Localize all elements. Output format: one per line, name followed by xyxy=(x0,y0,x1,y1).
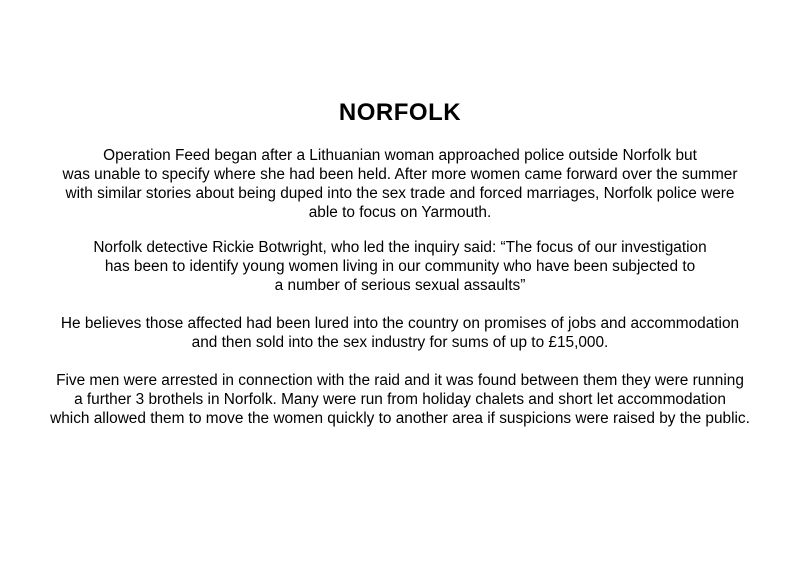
paragraph-line: He believes those affected had been lured into the country on promises of jobs and accommodation xyxy=(60,315,740,332)
paragraph-line: a number of serious sexual assaults” xyxy=(274,277,526,294)
paragraph-line: which allowed them to move the women quickly to another area if suspicions were raised by the public. xyxy=(50,410,750,427)
paragraph-line: Norfolk detective Rickie Botwright, who led the inquiry said: “The focus of our investigation xyxy=(93,239,707,256)
paragraph-line: Operation Feed began after a Lithuanian woman approached police outside Norfolk but xyxy=(103,147,697,164)
paragraph-line: and then sold into the sex industry for sums of up to £15,000. xyxy=(191,334,609,351)
paragraph-arrests xyxy=(0,371,800,428)
paragraph-line: able to focus on Yarmouth. xyxy=(308,204,492,221)
paragraph-line: was unable to specify where she had been held. After more women came forward over the summer xyxy=(62,166,738,183)
paragraph-detective-quote xyxy=(0,238,800,295)
paragraph-line: has been to identify young women living in our community who have been subjected to xyxy=(104,258,696,275)
document-title: NORFOLK xyxy=(338,99,462,126)
paragraph-line: Five men were arrested in connection with the raid and it was found between them they were running xyxy=(56,372,744,389)
paragraph-line: with similar stories about being duped into the sex trade and forced marriages, Norfolk police were xyxy=(65,185,735,202)
paragraph-lured-victims xyxy=(0,314,800,352)
paragraph-operation-feed xyxy=(0,146,800,222)
paragraph-line: a further 3 brothels in Norfolk. Many were run from holiday chalets and short let accommodation xyxy=(74,391,726,408)
